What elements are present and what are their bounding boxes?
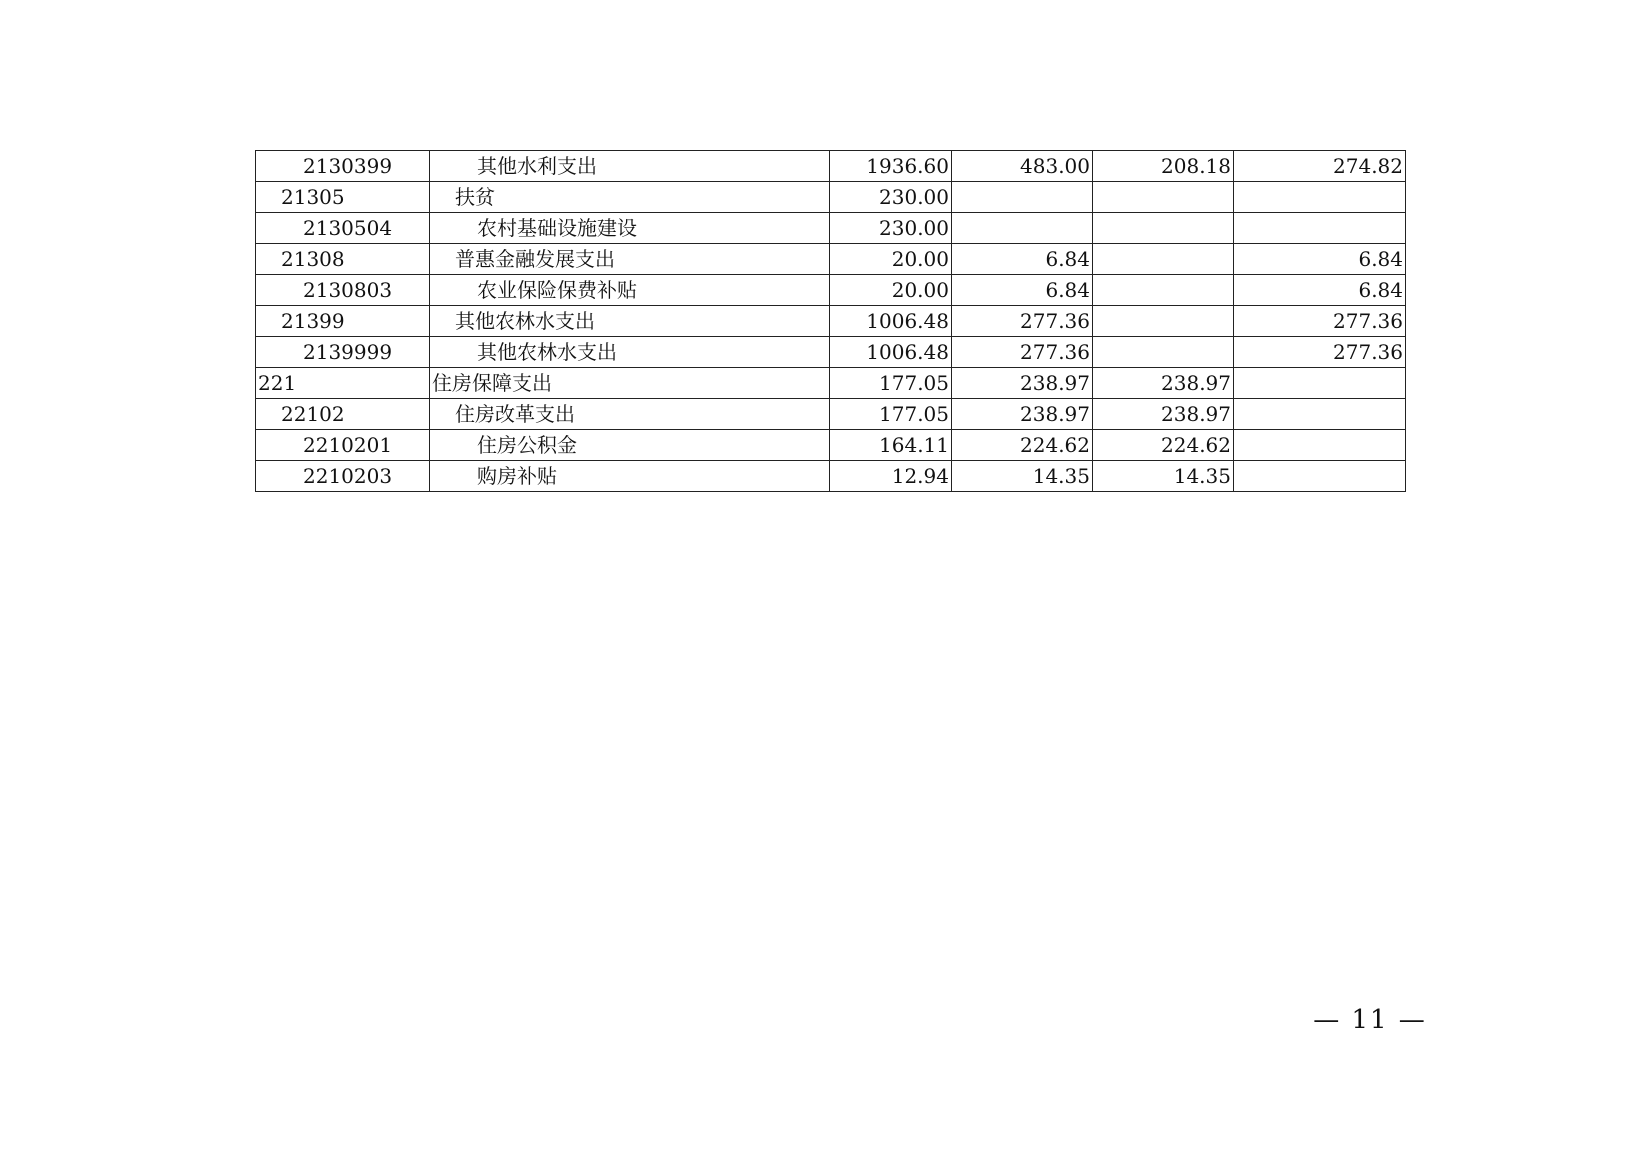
row-code: 2210203 bbox=[256, 461, 430, 492]
row-value-2: 224.62 bbox=[952, 430, 1093, 461]
row-value-4 bbox=[1234, 182, 1406, 213]
row-code: 21305 bbox=[256, 182, 430, 213]
row-value-3: 238.97 bbox=[1093, 368, 1234, 399]
table-row bbox=[256, 182, 1406, 213]
table-row bbox=[256, 151, 1406, 182]
row-value-2: 6.84 bbox=[952, 275, 1093, 306]
row-value-3: 14.35 bbox=[1093, 461, 1234, 492]
row-name: 其他农林水支出 bbox=[430, 337, 830, 368]
budget-table bbox=[255, 150, 1406, 492]
row-value-2: 238.97 bbox=[952, 368, 1093, 399]
row-value-2: 483.00 bbox=[952, 151, 1093, 182]
table-row bbox=[256, 399, 1406, 430]
row-value-3: 238.97 bbox=[1093, 399, 1234, 430]
row-value-1: 230.00 bbox=[830, 182, 952, 213]
row-name: 住房保障支出 bbox=[430, 368, 830, 399]
row-value-4: 277.36 bbox=[1234, 337, 1406, 368]
row-name: 其他水利支出 bbox=[430, 151, 830, 182]
row-value-2 bbox=[952, 182, 1093, 213]
table-row bbox=[256, 244, 1406, 275]
row-value-4: 274.82 bbox=[1234, 151, 1406, 182]
row-value-2: 6.84 bbox=[952, 244, 1093, 275]
row-value-3 bbox=[1093, 306, 1234, 337]
table-row bbox=[256, 368, 1406, 399]
row-code: 2130399 bbox=[256, 151, 430, 182]
row-code: 2130803 bbox=[256, 275, 430, 306]
row-value-1: 1006.48 bbox=[830, 337, 952, 368]
row-value-4 bbox=[1234, 213, 1406, 244]
row-value-2: 238.97 bbox=[952, 399, 1093, 430]
row-code: 2130504 bbox=[256, 213, 430, 244]
row-value-2: 14.35 bbox=[952, 461, 1093, 492]
row-value-4 bbox=[1234, 461, 1406, 492]
table-row bbox=[256, 275, 1406, 306]
row-code: 22102 bbox=[256, 399, 430, 430]
table-row bbox=[256, 461, 1406, 492]
row-value-4: 277.36 bbox=[1234, 306, 1406, 337]
row-value-4: 6.84 bbox=[1234, 244, 1406, 275]
row-value-3 bbox=[1093, 275, 1234, 306]
table-row bbox=[256, 430, 1406, 461]
row-code: 21399 bbox=[256, 306, 430, 337]
row-name: 住房公积金 bbox=[430, 430, 830, 461]
row-value-1: 177.05 bbox=[830, 368, 952, 399]
row-value-4 bbox=[1234, 368, 1406, 399]
row-value-4 bbox=[1234, 399, 1406, 430]
budget-table-body bbox=[256, 151, 1406, 492]
row-name: 其他农林水支出 bbox=[430, 306, 830, 337]
row-value-2: 277.36 bbox=[952, 306, 1093, 337]
row-value-3 bbox=[1093, 213, 1234, 244]
row-value-1: 1936.60 bbox=[830, 151, 952, 182]
row-value-2: 277.36 bbox=[952, 337, 1093, 368]
row-code: 221 bbox=[256, 368, 430, 399]
row-value-3: 224.62 bbox=[1093, 430, 1234, 461]
row-value-1: 20.00 bbox=[830, 244, 952, 275]
table-row bbox=[256, 337, 1406, 368]
row-value-1: 177.05 bbox=[830, 399, 952, 430]
row-name: 购房补贴 bbox=[430, 461, 830, 492]
row-value-3 bbox=[1093, 337, 1234, 368]
row-code: 21308 bbox=[256, 244, 430, 275]
row-name: 住房改革支出 bbox=[430, 399, 830, 430]
row-value-3: 208.18 bbox=[1093, 151, 1234, 182]
page-number: — 11 — bbox=[1313, 1005, 1427, 1035]
row-value-4 bbox=[1234, 430, 1406, 461]
row-value-1: 20.00 bbox=[830, 275, 952, 306]
row-code: 2139999 bbox=[256, 337, 430, 368]
row-value-2 bbox=[952, 213, 1093, 244]
row-value-1: 1006.48 bbox=[830, 306, 952, 337]
row-value-1: 164.11 bbox=[830, 430, 952, 461]
row-name: 农业保险保费补贴 bbox=[430, 275, 830, 306]
row-value-3 bbox=[1093, 244, 1234, 275]
row-code: 2210201 bbox=[256, 430, 430, 461]
table-row bbox=[256, 306, 1406, 337]
row-name: 普惠金融发展支出 bbox=[430, 244, 830, 275]
row-value-4: 6.84 bbox=[1234, 275, 1406, 306]
row-name: 农村基础设施建设 bbox=[430, 213, 830, 244]
row-name: 扶贫 bbox=[430, 182, 830, 213]
row-value-1: 230.00 bbox=[830, 213, 952, 244]
row-value-1: 12.94 bbox=[830, 461, 952, 492]
row-value-3 bbox=[1093, 182, 1234, 213]
table-row bbox=[256, 213, 1406, 244]
